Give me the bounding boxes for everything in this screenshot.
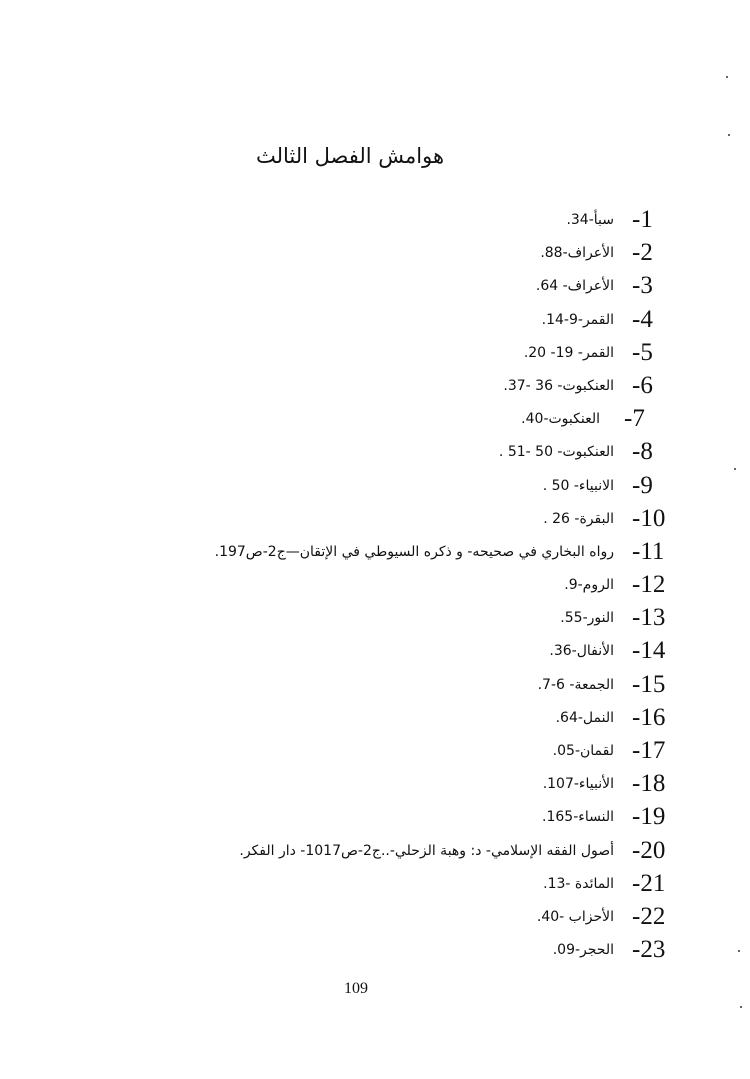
footnote-text: العنكبوت- 50 -51 . bbox=[498, 444, 614, 461]
footnote-text: العنكبوت- 36 -37. bbox=[503, 377, 614, 394]
footnote-item bbox=[48, 402, 688, 435]
footnote-number: -14 bbox=[632, 637, 666, 665]
footnote-text: الأعراف-88. bbox=[540, 245, 614, 262]
footnote-text: الروم-9. bbox=[564, 577, 614, 594]
footnote-text: الأعراف- 64. bbox=[535, 278, 614, 295]
footnote-text: الأحزاب -40. bbox=[536, 908, 614, 925]
footnote-item bbox=[48, 369, 688, 402]
footnote-text: لقمان-05. bbox=[552, 743, 614, 759]
footnote-text: أصول الفقه الإسلامي- د: وهبة الزحلي-..ج2-ص1017- دار الفكر. bbox=[239, 842, 614, 859]
scan-speck bbox=[734, 468, 736, 470]
footnote-number: -2 bbox=[632, 239, 653, 267]
footnote-item bbox=[48, 469, 688, 502]
scan-speck bbox=[728, 134, 730, 136]
footnote-number: -13 bbox=[632, 604, 666, 632]
footnote-item bbox=[48, 701, 688, 734]
footnote-text: العنكبوت-40. bbox=[521, 411, 600, 428]
footnote-number: -15 bbox=[632, 670, 666, 698]
footnote-number: -23 bbox=[632, 936, 666, 964]
footnote-item bbox=[48, 933, 688, 966]
scan-speck bbox=[726, 76, 728, 78]
footnote-number: -20 bbox=[632, 836, 666, 864]
footnote-number: -6 bbox=[632, 371, 653, 399]
footnote-item bbox=[48, 568, 688, 601]
footnote-number: -4 bbox=[632, 305, 653, 333]
footnote-number: -19 bbox=[632, 803, 666, 831]
footnote-item bbox=[48, 435, 688, 468]
footnote-number: -21 bbox=[632, 869, 666, 897]
footnote-item bbox=[48, 502, 688, 535]
footnote-item bbox=[48, 601, 688, 634]
footnote-number: -11 bbox=[632, 537, 665, 565]
footnote-item bbox=[48, 900, 688, 933]
footnote-text: القمر- 19- 20. bbox=[523, 344, 614, 361]
footnote-item bbox=[48, 867, 688, 900]
footnote-item bbox=[48, 834, 688, 867]
footnote-number: -5 bbox=[632, 338, 653, 366]
footnote-text: الجمعة- 6-7. bbox=[537, 676, 614, 693]
footnote-text: الأنفال-36. bbox=[549, 643, 614, 660]
footnote-text: النور-55. bbox=[560, 610, 614, 627]
page-number: 109 bbox=[344, 980, 368, 997]
footnote-text: النساء-165. bbox=[542, 809, 614, 826]
footnote-number: -18 bbox=[632, 770, 666, 798]
footnote-item bbox=[48, 668, 688, 701]
footnotes-list bbox=[48, 203, 688, 966]
footnote-item bbox=[48, 535, 688, 568]
footnote-text: المائدة -13. bbox=[543, 875, 614, 892]
scan-speck bbox=[740, 1006, 742, 1008]
footnote-number: -8 bbox=[632, 438, 653, 466]
footnote-item bbox=[48, 336, 688, 369]
scan-speck bbox=[738, 950, 740, 952]
footnote-item bbox=[48, 303, 688, 336]
footnote-text: رواه البخاري في صحيحه- و ذكره السيوطي في الإتقان—ج2-ص197. bbox=[214, 543, 614, 560]
footnote-number: -16 bbox=[632, 703, 666, 731]
footnote-number: -12 bbox=[632, 571, 666, 599]
footnote-number: -10 bbox=[632, 504, 666, 532]
footnote-text: الحجر-09. bbox=[552, 942, 614, 959]
footnote-number: -3 bbox=[632, 272, 653, 300]
footnote-text: البقرة- 26 . bbox=[543, 510, 614, 527]
footnote-text: الانبياء- 50 . bbox=[542, 477, 614, 494]
footnote-item bbox=[48, 800, 688, 833]
footnote-item bbox=[48, 203, 688, 236]
footnote-number: -1 bbox=[632, 206, 653, 233]
footnote-number: -17 bbox=[632, 737, 666, 764]
footnote-item bbox=[48, 767, 688, 800]
footnote-item bbox=[48, 734, 688, 767]
page-title: هوامش الفصل الثالث bbox=[255, 144, 445, 168]
footnote-item bbox=[48, 634, 688, 667]
footnote-text: الأنبياء-107. bbox=[542, 776, 614, 793]
footnote-text: سبأ-34. bbox=[566, 212, 614, 228]
footnote-number: -22 bbox=[632, 902, 666, 930]
footnote-item bbox=[48, 269, 688, 302]
footnote-text: القمر-9-14. bbox=[541, 311, 614, 328]
footnote-number: -7 bbox=[624, 405, 645, 433]
footnote-item bbox=[48, 236, 688, 269]
footnote-text: النمل-64. bbox=[555, 709, 614, 726]
footnote-number: -9 bbox=[632, 471, 653, 499]
